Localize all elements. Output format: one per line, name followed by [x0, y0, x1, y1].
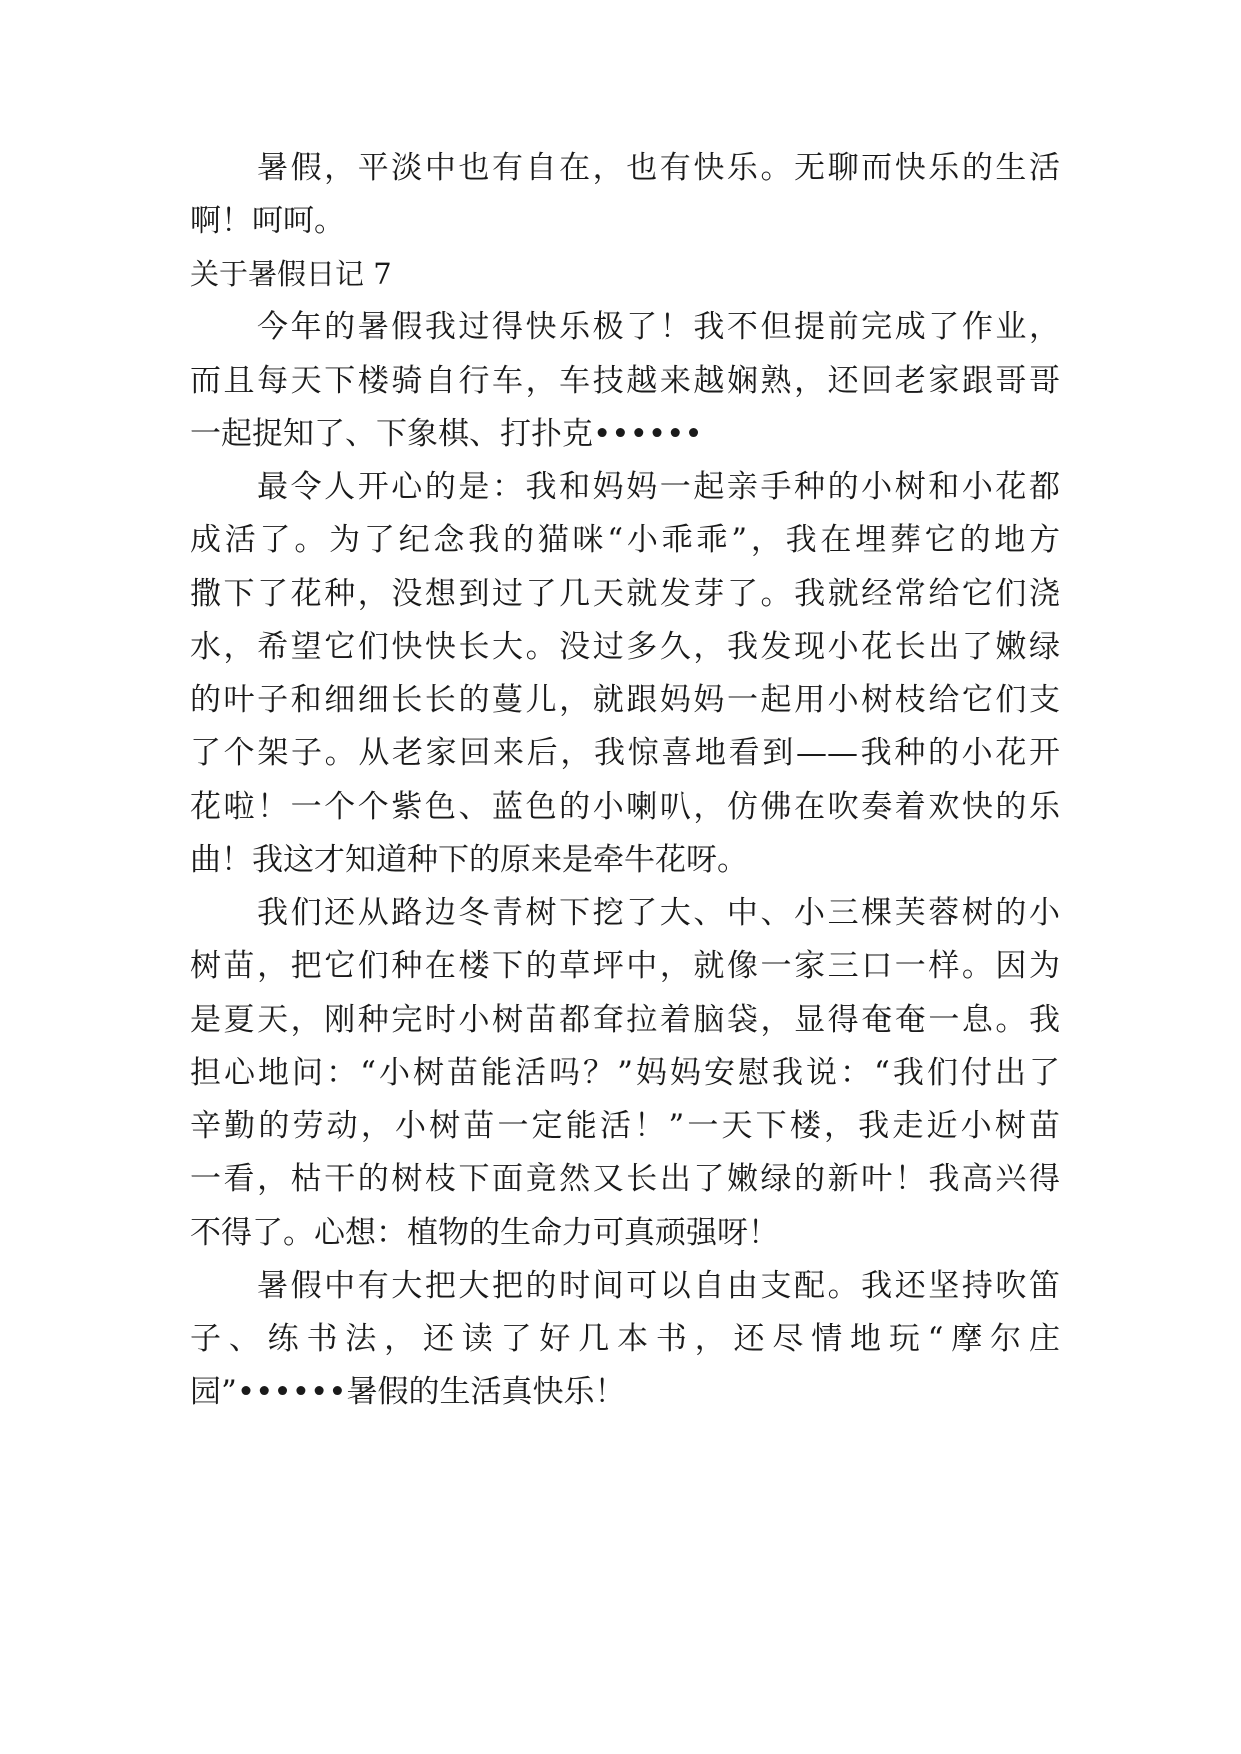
text-line: 担心地问：“小树苗能活吗？”妈妈安慰我说：“我们付出了: [190, 1055, 1060, 1091]
text-line: 曲！我这才知道种下的原来是牵牛花呀。: [190, 842, 748, 878]
text-line: 园”••••••暑假的生活真快乐！: [190, 1374, 626, 1410]
text-line: 水，希望它们快快长大。没过多久，我发现小花长出了嫩绿: [190, 629, 1060, 665]
text-line: 花啦！一个个紫色、蓝色的小喇叭，仿佛在吹奏着欢快的乐: [190, 789, 1060, 825]
text-line: 一看，枯干的树枝下面竟然又长出了嫩绿的新叶！我高兴得: [190, 1161, 1060, 1197]
text-line: 今年的暑假我过得快乐极了！我不但提前完成了作业，: [257, 309, 1060, 345]
text-line: 而且每天下楼骑自行车，车技越来越娴熟，还回老家跟哥哥: [190, 363, 1060, 399]
text-line: 了个架子。从老家回来后，我惊喜地看到——我种的小花开: [190, 735, 1060, 771]
text-line: 辛勤的劳动，小树苗一定能活！”一天下楼，我走近小树苗: [190, 1108, 1060, 1144]
text-line: 子、练书法，还读了好几本书，还尽情地玩“摩尔庄: [190, 1321, 1060, 1357]
text-line: 暑假中有大把大把的时间可以自由支配。我还坚持吹笛: [257, 1268, 1060, 1304]
text-line: 一起捉知了、下象棋、打扑克••••••: [190, 416, 703, 452]
text-line: 撒下了花种，没想到过了几天就发芽了。我就经常给它们浇: [190, 576, 1060, 612]
text-line: 最令人开心的是：我和妈妈一起亲手种的小树和小花都: [257, 469, 1060, 505]
text-line: 暑假，平淡中也有自在，也有快乐。无聊而快乐的生活: [257, 150, 1060, 186]
text-line: 的叶子和细细长长的蔓儿，就跟妈妈一起用小树枝给它们支: [190, 682, 1060, 718]
text-line: 成活了。为了纪念我的猫咪“小乖乖”，我在埋葬它的地方: [190, 522, 1060, 558]
text-line: 啊！呵呵。: [190, 203, 345, 239]
section-heading: 关于暑假日记 7: [190, 257, 392, 291]
text-line: 我们还从路边冬青树下挖了大、中、小三棵芙蓉树的小: [257, 895, 1060, 931]
text-line: 树苗，把它们种在楼下的草坪中，就像一家三口一样。因为: [190, 948, 1060, 984]
text-line: 不得了。心想：植物的生命力可真顽强呀！: [190, 1215, 779, 1251]
text-line: 是夏天，刚种完时小树苗都耷拉着脑袋，显得奄奄一息。我: [190, 1002, 1060, 1038]
